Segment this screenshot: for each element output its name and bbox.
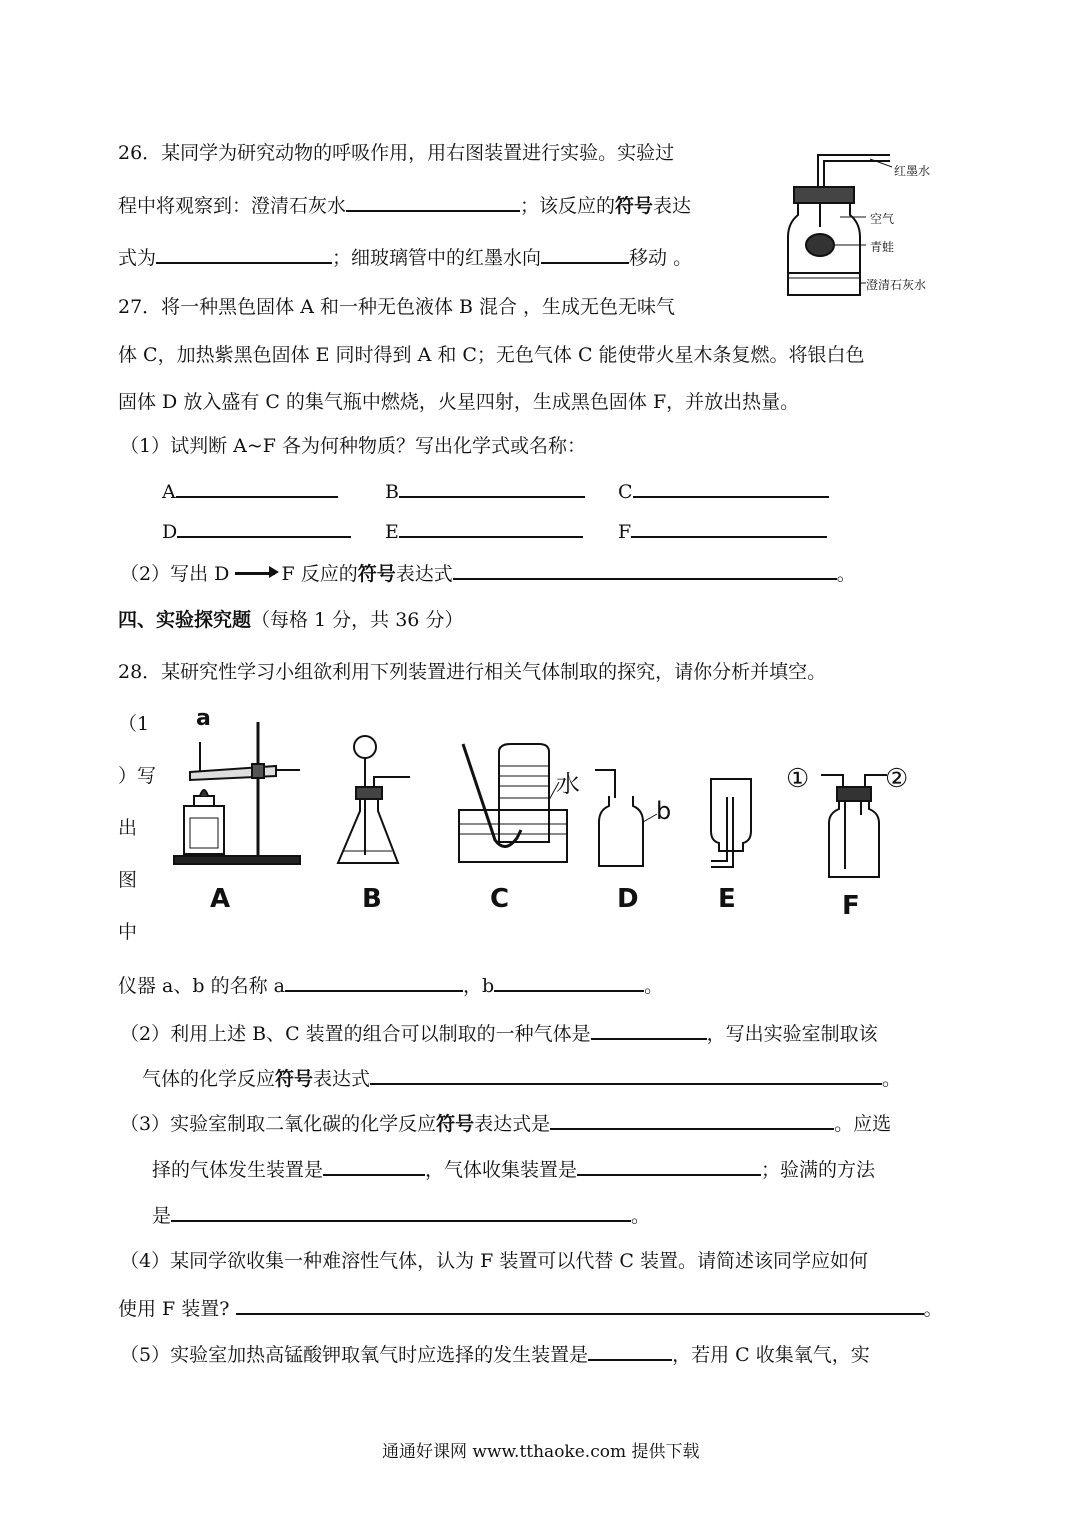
q27-answer-a: [162, 478, 338, 504]
apparatus-b-figure: [330, 735, 420, 870]
q28-p2-l2-bold: 符号: [275, 1068, 314, 1090]
mark-water: 水: [556, 770, 580, 798]
letter-d: D: [162, 521, 178, 543]
q28-names-b: ，b: [462, 975, 495, 997]
q27-sub1: （1）试判断 A~F 各为何种物质？写出化学式或名称：: [120, 435, 586, 457]
q27-sub2-bold: 符号: [357, 563, 396, 585]
apparatus-label-a: A: [210, 884, 231, 914]
blank-b[interactable]: [399, 478, 585, 498]
q28-side-3: 出: [118, 817, 138, 839]
apparatus-d-figure: [595, 768, 665, 870]
blank-instrument-a[interactable]: [285, 972, 463, 992]
q28-p3-line3: [152, 1202, 650, 1228]
q28-p3-l1-bold: 符号: [436, 1113, 475, 1135]
apparatus-e-figure: [705, 775, 765, 870]
q28-p3-l2-c: ；验满的方法: [761, 1159, 876, 1181]
q28-p5-line1: [120, 1341, 870, 1367]
q28-names-line: [118, 972, 663, 998]
q26-line2-c: 表达: [653, 195, 692, 217]
q28-p2-line2: [142, 1065, 901, 1091]
q28-p3-line2: [152, 1156, 875, 1182]
q26-line3-b: ；细玻璃管中的红墨水向: [332, 247, 542, 269]
letter-a: A: [162, 481, 176, 503]
q27-answer-d: [162, 518, 351, 544]
blank-collector[interactable]: [577, 1156, 761, 1176]
section-note: （每格 1 分，共 36 分）: [251, 609, 464, 631]
apparatus-label-e: E: [718, 884, 736, 914]
q26-line2-b: ；该反应的: [520, 195, 616, 217]
q28-line1: 28．某研究性学习小组欲利用下列装置进行相关气体制取的探究，请你分析并填空。: [118, 661, 827, 683]
q26-line3-c: 移动 。: [629, 247, 693, 269]
q27-answer-b: [385, 478, 585, 504]
q27-line2: 体 C，加热紫黑色固体 E 同时得到 A 和 C；无色气体 C 能使带火星木条复燃。将银白色: [118, 344, 865, 366]
q26-blank-direction[interactable]: [541, 244, 629, 264]
letter-c: C: [618, 481, 633, 503]
letter-b: B: [385, 481, 399, 503]
q27-sub2-end: 。: [836, 563, 856, 585]
blank-c[interactable]: [633, 478, 829, 498]
mark-a: a: [196, 706, 211, 731]
blank-e[interactable]: [399, 518, 583, 538]
q28-p5-l1-b: ，若用 C 收集氧气，实: [672, 1344, 870, 1366]
q26-line1: 26．某同学为研究动物的呼吸作用，用右图装置进行实验。实验过: [118, 142, 675, 164]
mark-b: b: [656, 797, 672, 825]
q28-p2-l2-a: 气体的化学反应: [142, 1068, 276, 1090]
q26-line2-a: 程中将观察到：澄清石灰水: [118, 195, 347, 217]
q28-names-end: 。: [644, 975, 664, 997]
blank-gas-expr[interactable]: [370, 1065, 882, 1085]
port-1-mark: ①: [786, 764, 810, 794]
q27-sub2-a: （2）写出 D: [120, 563, 230, 585]
q26-blank-lime[interactable]: [346, 192, 520, 212]
q26-line3: [118, 244, 692, 270]
letter-f: F: [618, 521, 632, 543]
q28-p3-l3-a: 是: [152, 1205, 172, 1227]
q28-p4-l2-a: 使用 F 装置?: [118, 1298, 230, 1320]
label-red-ink: 红墨水: [894, 164, 931, 178]
port-2-mark: ②: [885, 764, 909, 794]
label-frog: 青蛙: [870, 240, 895, 254]
section-heading: [118, 608, 463, 632]
q28-p2-l1-a: （2）利用上述 B、C 装置的组合可以制取的一种气体是: [120, 1023, 591, 1045]
apparatus-label-d: D: [617, 884, 639, 914]
apparatus-a-figure: [172, 708, 312, 868]
blank-kmno4-generator[interactable]: [588, 1341, 672, 1361]
apparatus-label-b: B: [362, 884, 382, 914]
q28-p3-line1: [120, 1110, 891, 1136]
apparatus-label-c: C: [490, 884, 510, 914]
q26-blank-expr[interactable]: [156, 244, 332, 264]
q28-side-1: （1: [118, 713, 150, 735]
label-air: 空气: [870, 212, 895, 226]
q26-line2: [118, 192, 691, 218]
blank-instrument-b[interactable]: [494, 972, 644, 992]
arrow-icon: [235, 572, 275, 575]
q28-p3-l2-b: ，气体收集装置是: [425, 1159, 578, 1181]
q27-blank-expr[interactable]: [453, 560, 837, 580]
blank-full-check[interactable]: [171, 1202, 631, 1222]
q28-p2-l1-b: ，写出实验室制取该: [706, 1023, 878, 1045]
q28-side-4: 图: [118, 869, 138, 891]
q27-answer-e: [385, 518, 583, 544]
q28-side-2: ）写: [118, 765, 157, 787]
blank-generator[interactable]: [323, 1156, 425, 1176]
blank-a[interactable]: [176, 478, 338, 498]
q27-sub2: [120, 560, 856, 586]
q28-side-5: 中: [118, 921, 138, 943]
q28-p4-line2: [118, 1295, 943, 1321]
apparatus-label-f: F: [842, 891, 860, 921]
apparatus-c-figure: [455, 742, 585, 870]
q27-sub2-c: 表达式: [395, 563, 453, 585]
q26-line2-bold: 符号: [615, 195, 654, 217]
q27-sub2-b: F 反应的: [281, 563, 358, 585]
apparatus-f-figure: [815, 765, 895, 880]
blank-d[interactable]: [177, 518, 351, 538]
q28-p2-l2-end: 。: [882, 1068, 902, 1090]
q28-names-a: 仪器 a、b 的名称 a: [118, 975, 285, 997]
footer: 通通好课网 www.tthaoke.com 提供下载: [382, 1442, 700, 1462]
q28-p2-line1: [120, 1020, 878, 1046]
q28-p4-l2-end: 。: [923, 1298, 943, 1320]
q28-p2-l2-b: 表达式: [313, 1068, 371, 1090]
blank-f-usage[interactable]: [236, 1295, 924, 1315]
section-title: 四、实验探究题: [118, 609, 252, 631]
blank-co2-expr[interactable]: [550, 1110, 834, 1130]
q28-p3-l1-b: 表达式是: [474, 1113, 551, 1135]
q28-p3-l1-c: 。应选: [834, 1113, 892, 1135]
q26-line3-a: 式为: [118, 247, 157, 269]
blank-gas[interactable]: [591, 1020, 707, 1040]
q28-p3-l3-end: 。: [631, 1205, 651, 1227]
label-limewater: 澄清石灰水: [866, 278, 927, 292]
q28-p3-l2-a: 择的气体发生装置是: [152, 1159, 324, 1181]
q27-line1: 27．将一种黑色固体 A 和一种无色液体 B 混合 ，生成无色无味气: [118, 296, 676, 318]
q28-p4-line1: （4）某同学欲收集一种难溶性气体，认为 F 装置可以代替 C 装置。请简述该同学应如何: [120, 1250, 868, 1272]
blank-f[interactable]: [631, 518, 827, 538]
q28-p5-l1-a: （5）实验室加热高锰酸钾取氧气时应选择的发生装置是: [120, 1344, 589, 1366]
q27-line3: 固体 D 放入盛有 C 的集气瓶中燃烧，火星四射，生成黑色固体 F，并放出热量。: [118, 391, 800, 413]
letter-e: E: [385, 521, 399, 543]
q27-answer-f: [618, 518, 827, 544]
q28-p3-l1-a: （3）实验室制取二氧化碳的化学反应: [120, 1113, 437, 1135]
q27-answer-c: [618, 478, 829, 504]
